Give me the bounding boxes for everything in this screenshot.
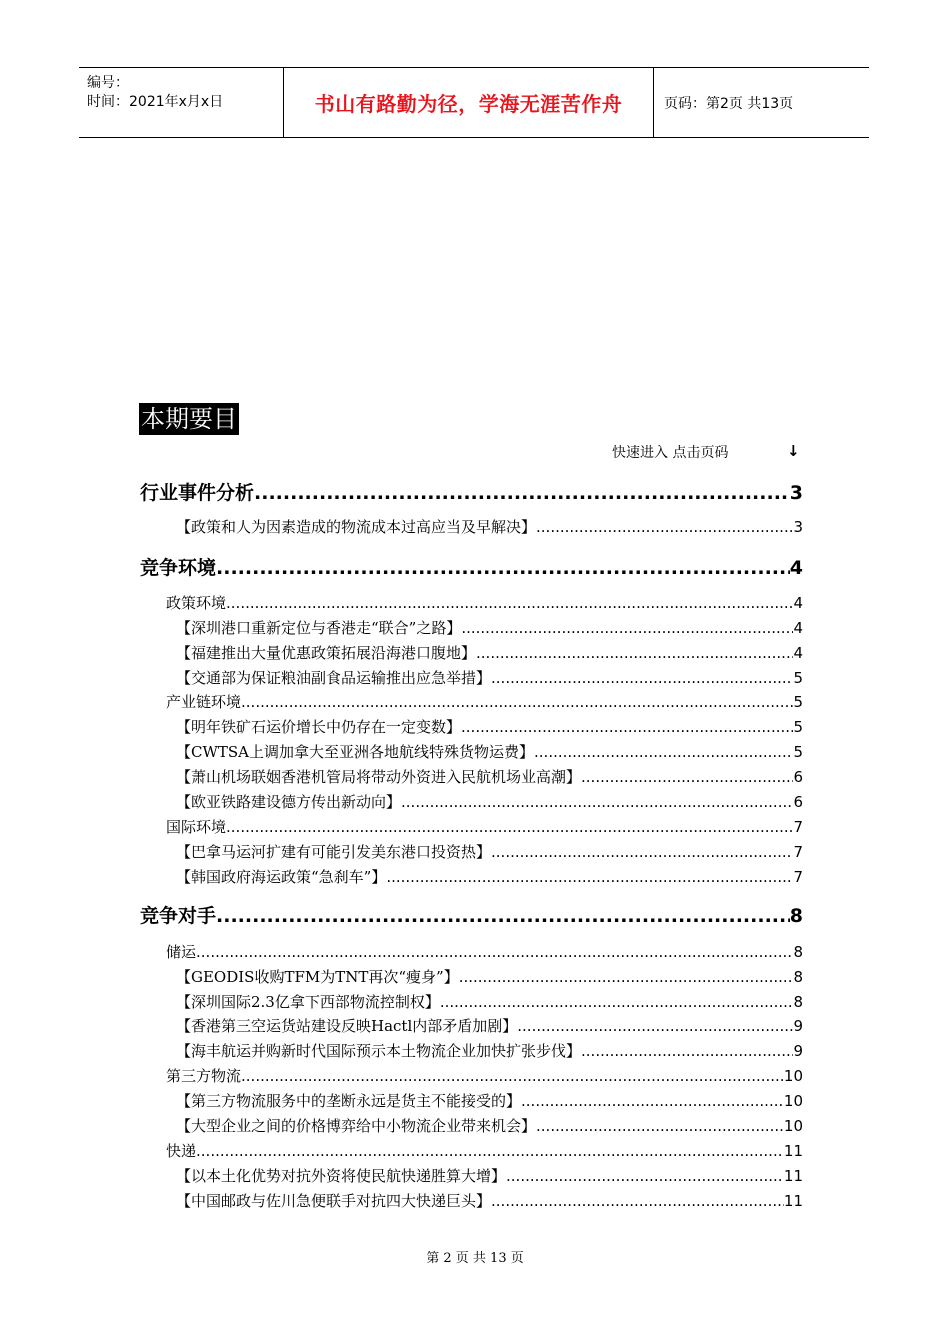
toc-page-number[interactable]: 4	[793, 619, 803, 637]
toc-entry-title: 国际环境	[166, 818, 227, 836]
toc-entry-title: 第三方物流	[166, 1067, 242, 1085]
toc-article-entry[interactable]	[176, 1190, 803, 1211]
toc-entry-title: 竞争对手	[140, 905, 217, 927]
toc-subsection-entry[interactable]	[166, 941, 803, 962]
toc-section-entry[interactable]	[140, 553, 803, 580]
toc-page-number[interactable]: 4	[793, 594, 803, 612]
toc-page-number[interactable]: 5	[793, 718, 803, 736]
toc-page-number[interactable]: 10	[783, 1117, 803, 1135]
toc-entry-title: 【中国邮政与佐川急便联手对抗四大快递巨头】	[176, 1192, 492, 1210]
header-motto-cell	[284, 68, 654, 137]
toc-entry-title: 【大型企业之间的价格博弈给中小物流企业带来机会】	[176, 1117, 537, 1135]
toc-page-number[interactable]: 6	[793, 793, 803, 811]
toc-entry-title: 政策环境	[166, 594, 227, 612]
toc-article-entry[interactable]	[176, 716, 803, 737]
toc-entry-title: 【政策和人为因素造成的物流成本过高应当及早解决】	[176, 518, 537, 536]
toc-entry-title: 【以本土化优势对抗外资将使民航快递胜算大增】	[176, 1167, 507, 1185]
toc-subsection-entry[interactable]	[166, 1140, 803, 1161]
toc-leader-dots	[534, 743, 793, 761]
toc-subsection-entry[interactable]	[166, 1065, 803, 1086]
toc-article-entry[interactable]	[176, 991, 803, 1012]
toc-page-number[interactable]: 3	[793, 518, 803, 536]
toc-entry-title: 【欧亚铁路建设德方传出新动向】	[176, 793, 402, 811]
toc-title: 本期要目	[141, 405, 237, 433]
number-label: 编号：	[87, 75, 129, 91]
toc-entry-title: 【深圳港口重新定位与香港走“联合”之路】	[176, 619, 462, 637]
toc-leader-dots	[581, 1042, 793, 1060]
toc-page-number[interactable]: 7	[793, 868, 803, 886]
toc-article-entry[interactable]	[176, 766, 803, 787]
toc-article-entry[interactable]	[176, 617, 803, 638]
toc-leader-dots	[536, 1117, 784, 1135]
toc-page-number[interactable]: 10	[783, 1092, 803, 1110]
toc-leader-dots	[521, 1092, 784, 1110]
toc-entry-title: 竞争环境	[140, 557, 217, 579]
toc-article-entry[interactable]	[176, 841, 803, 862]
toc-article-entry[interactable]	[176, 741, 803, 762]
toc-leader-dots	[506, 1167, 784, 1185]
toc-entry-title: 【明年铁矿石运价增长中仍存在一定变数】	[176, 718, 462, 736]
toc-leader-dots	[491, 1192, 784, 1210]
toc-page-number[interactable]: 6	[793, 768, 803, 786]
toc-article-entry[interactable]	[176, 966, 803, 987]
toc-entry-title: 【海丰航运并购新时代国际预示本土物流企业加快扩张步伐】	[176, 1042, 582, 1060]
toc-article-entry[interactable]	[176, 1090, 803, 1111]
motto-text: 书山有路勤为径，学海无涯苦作舟	[314, 92, 623, 116]
toc-entry-title: 产业链环境	[166, 693, 242, 711]
toc-page-number[interactable]: 11	[783, 1192, 803, 1210]
toc-article-entry[interactable]	[176, 1040, 803, 1061]
toc-page-number[interactable]: 8	[789, 905, 803, 927]
toc-article-entry[interactable]	[176, 1115, 803, 1136]
toc-entry-title: 【深圳国际2.3亿拿下西部物流控制权】	[176, 993, 440, 1011]
toc-entry-title: 【福建推出大量优惠政策拓展沿海港口腹地】	[176, 644, 477, 662]
toc-leader-dots	[476, 644, 793, 662]
toc-page-number[interactable]: 8	[793, 943, 803, 961]
toc-subsection-entry[interactable]	[166, 691, 803, 712]
page-footer: 第 2 页 共 13 页	[426, 1251, 524, 1266]
toc-page-number[interactable]: 10	[783, 1067, 803, 1085]
toc-leader-dots	[216, 557, 790, 579]
toc-section-entry[interactable]	[140, 901, 803, 928]
toc-leader-dots	[386, 868, 793, 886]
toc-page-number[interactable]: 7	[793, 818, 803, 836]
toc-leader-dots	[461, 619, 793, 637]
arrow-down-icon: ↓	[787, 442, 800, 460]
toc-entry-title: 【交通部为保证粮油副食品运输推出应急举措】	[176, 669, 492, 687]
toc-leader-dots	[196, 943, 793, 961]
toc-article-entry[interactable]	[176, 1165, 803, 1186]
toc-subsection-entry[interactable]	[166, 816, 803, 837]
toc-page-number[interactable]: 4	[793, 644, 803, 662]
toc-page-number[interactable]: 5	[793, 693, 803, 711]
toc-page-number[interactable]: 4	[789, 557, 803, 579]
toc-page-number[interactable]: 11	[783, 1142, 803, 1160]
toc-leader-dots	[491, 843, 793, 861]
toc-leader-dots	[241, 1067, 784, 1085]
toc-leader-dots	[216, 905, 790, 927]
toc-page-number[interactable]: 9	[793, 1017, 803, 1035]
toc-article-entry[interactable]	[176, 642, 803, 663]
toc-leader-dots	[581, 768, 793, 786]
toc-leader-dots	[440, 993, 794, 1011]
toc-leader-dots	[401, 793, 793, 811]
toc-page-number[interactable]: 9	[793, 1042, 803, 1060]
toc-entry-title: 【韩国政府海运政策“急刹车”】	[176, 868, 387, 886]
toc-page-number[interactable]: 5	[793, 669, 803, 687]
toc-leader-dots	[459, 968, 794, 986]
toc-page-number[interactable]: 7	[793, 843, 803, 861]
toc-article-entry[interactable]	[176, 667, 803, 688]
toc-entry-title: 行业事件分析	[140, 482, 255, 504]
toc-leader-dots	[491, 669, 793, 687]
toc-page-number[interactable]: 5	[793, 743, 803, 761]
toc-leader-dots	[241, 693, 793, 711]
quick-access-hint: 快速进入 点击页码	[612, 445, 729, 461]
toc-entry-title: 储运	[166, 943, 197, 961]
header-meta-cell	[79, 68, 284, 137]
toc-page-number[interactable]: 8	[793, 968, 803, 986]
toc-page-number[interactable]: 3	[789, 482, 803, 504]
toc-section-entry[interactable]	[140, 478, 803, 505]
toc-entry-title: 【萧山机场联姻香港机管局将带动外资进入民航机场业高潮】	[176, 768, 582, 786]
toc-entry-title: 【第三方物流服务中的垄断永远是货主不能接受的】	[176, 1092, 522, 1110]
header-page-cell	[654, 68, 869, 137]
toc-article-entry[interactable]	[176, 791, 803, 812]
toc-entry-title: 【CWTSA上调加拿大至亚洲各地航线特殊货物运费】	[176, 743, 535, 761]
toc-article-entry[interactable]	[176, 866, 803, 887]
toc-subsection-entry[interactable]	[166, 592, 803, 613]
toc-entry-title: 【GEODIS收购TFM为TNT再次“瘦身”】	[176, 968, 459, 986]
toc-entry-title: 快递	[166, 1142, 197, 1160]
toc-leader-dots	[226, 818, 793, 836]
toc-leader-dots	[461, 718, 793, 736]
toc-entry-title: 【香港第三空运货站建设反映Hactl内部矛盾加剧】	[176, 1017, 518, 1035]
date-line: 时间：2021年x月x日	[87, 94, 224, 110]
toc-article-entry[interactable]	[176, 516, 803, 537]
toc-leader-dots	[226, 594, 793, 612]
toc-leader-dots	[536, 518, 793, 536]
toc-leader-dots	[196, 1142, 784, 1160]
toc-page-number[interactable]: 8	[793, 993, 803, 1011]
toc-page-number[interactable]: 11	[783, 1167, 803, 1185]
toc-article-entry[interactable]	[176, 1015, 803, 1036]
page-info: 页码：第2页 共13页	[664, 95, 794, 112]
toc-entry-title: 【巴拿马运河扩建有可能引发美东港口投资热】	[176, 843, 492, 861]
document-header	[79, 67, 869, 138]
toc-leader-dots	[254, 482, 790, 504]
toc-leader-dots	[517, 1017, 793, 1035]
